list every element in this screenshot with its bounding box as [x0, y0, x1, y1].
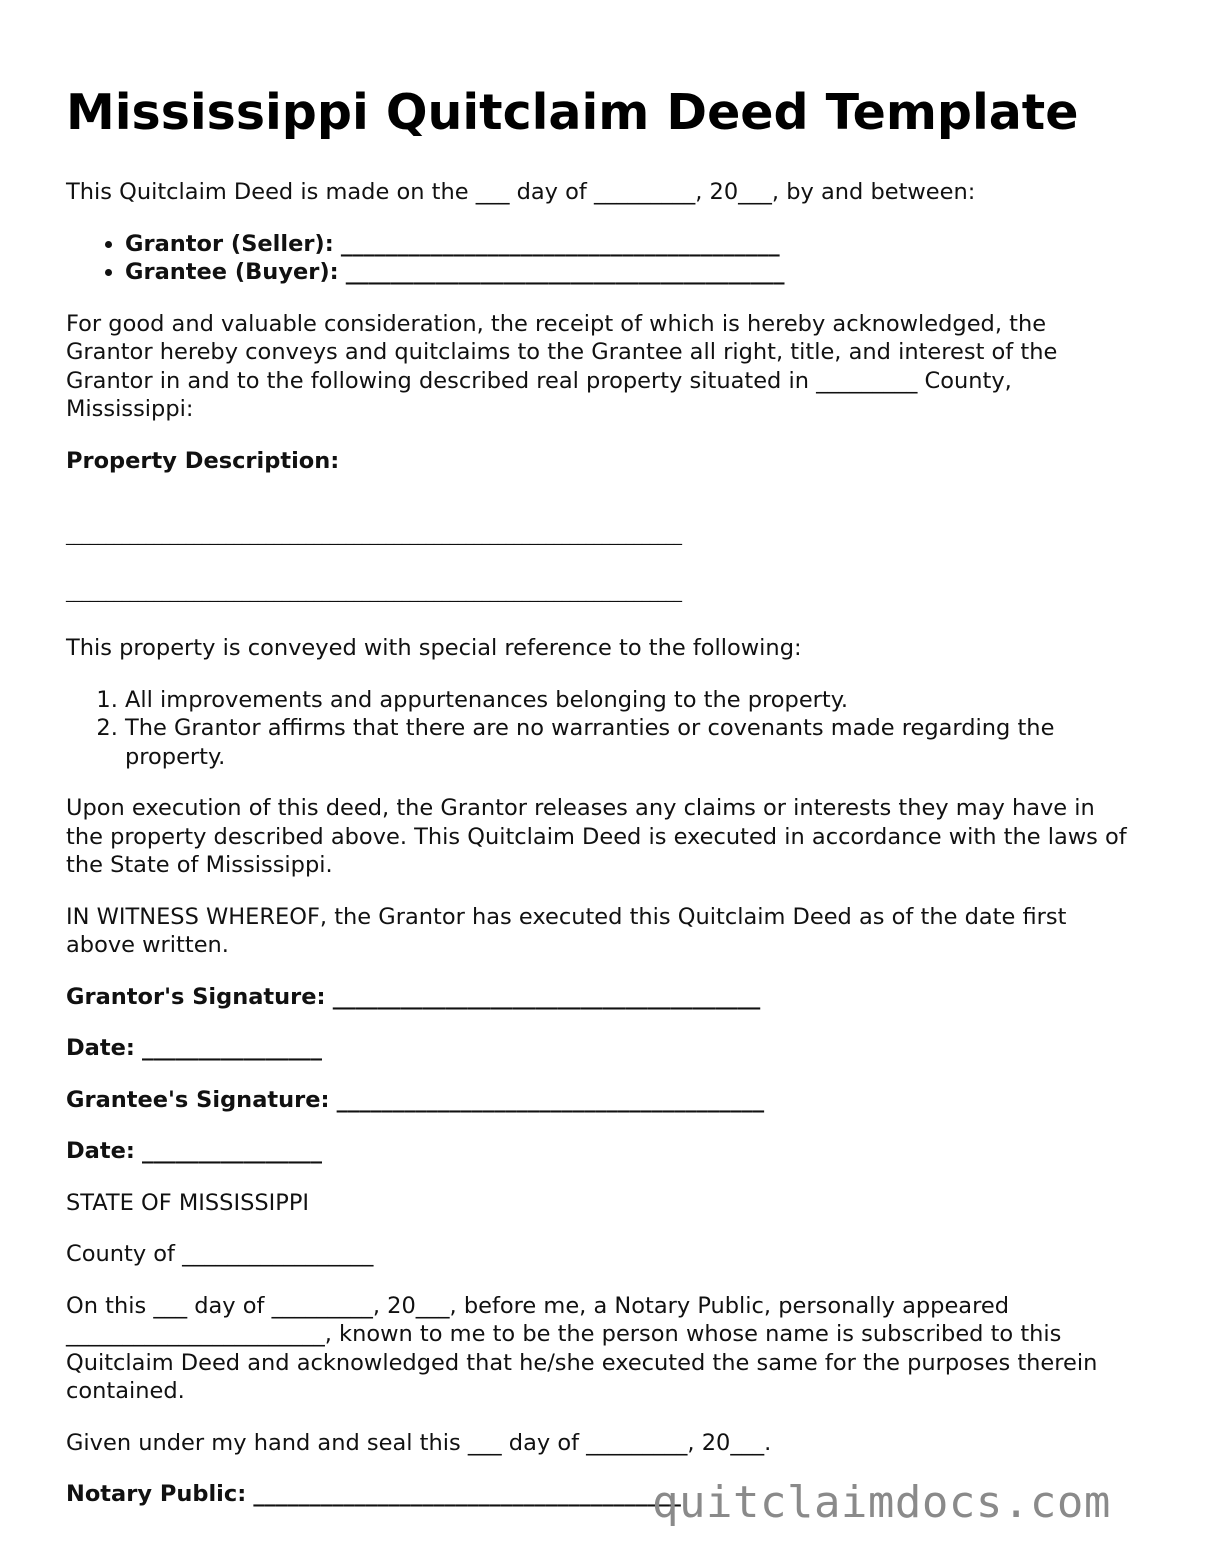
consideration-paragraph: For good and valuable consideration, the receipt of which is hereby acknowledged, the Grantor hereby conveys and quitclaims to the Grantee all right, title, and interest of the Grantor in and to the following described real property situated in _________ County, Mississippi:: [66, 310, 1058, 422]
seal-paragraph: Given under my hand and seal this ___ day of _________, 20___.: [66, 1429, 772, 1456]
grantee-date-label: Date:: [66, 1138, 135, 1164]
grantee-date-blank: ________________: [142, 1138, 323, 1164]
grantee-blank: _______________________________________: [345, 259, 785, 285]
witness-paragraph: IN WITNESS WHEREOF, the Grantor has executed this Quitclaim Deed as of the date first above written.: [66, 903, 1067, 958]
list-item: 2. The Grantor affirms that there are no warranties or covenants made regarding the property.: [125, 714, 1136, 771]
county-line: County of _________________: [66, 1241, 374, 1267]
grantee-signature-line: [66, 1086, 1136, 1115]
notary-paragraph: On this ___ day of _________, 20___, before me, a Notary Public, personally appeared _______________________, known to me to be the person whose name is subscribed to this Quitclaim Deed and acknowledged that he/she executed the same for the purposes therein contained.: [66, 1292, 1098, 1404]
property-description-heading: [66, 447, 1136, 476]
grantor-signature-label: Grantor's Signature:: [66, 983, 326, 1010]
notary-signature-label: Notary Public:: [66, 1481, 247, 1507]
property-line-2: _____________________________________________________________________________: [66, 582, 682, 602]
grantee-signature-label: Grantee's Signature:: [66, 1086, 330, 1113]
list-item: [125, 258, 1136, 287]
page-title: Mississippi Quitclaim Deed Template: [66, 84, 1079, 141]
release-paragraph: Upon execution of this deed, the Grantor releases any claims or interests they may have in the property described above. This Quitclaim Deed is executed in accordance with the laws of the State of Mississippi.: [66, 795, 1127, 878]
list-item: [125, 230, 1136, 259]
grantor-date-blank: ________________: [142, 1035, 323, 1061]
document-page: [66, 78, 1136, 1532]
property-line-1: _____________________________________________________________________________: [66, 526, 682, 545]
parties-list: [66, 230, 1136, 287]
grantee-signature-blank: ______________________________________: [336, 1086, 765, 1113]
grantor-label: Grantor (Seller):: [125, 230, 334, 257]
conditions-list: [66, 686, 1136, 772]
list-item: 1. All improvements and appurtenances belonging to the property.: [125, 686, 1136, 715]
grantor-date-label: Date:: [66, 1035, 135, 1061]
special-reference-paragraph: This property is conveyed with special reference to the following:: [66, 635, 802, 661]
grantor-signature-blank: ______________________________________: [332, 983, 761, 1010]
notary-signature-blank: ______________________________________: [253, 1481, 681, 1507]
grantor-signature-line: [66, 983, 1136, 1012]
grantor-blank: _______________________________________: [340, 230, 780, 257]
property-description-label: Property Description:: [66, 447, 340, 474]
watermark-logo: quitclaimdocs.com: [652, 1477, 1111, 1528]
intro-paragraph: This Quitclaim Deed is made on the ___ day of _________, 20___, by and between:: [66, 179, 976, 205]
grantee-label: Grantee (Buyer):: [125, 259, 339, 285]
grantee-date-line: [66, 1137, 1136, 1166]
state-heading: STATE OF MISSISSIPPI: [66, 1189, 310, 1216]
grantor-date-line: [66, 1034, 1136, 1063]
